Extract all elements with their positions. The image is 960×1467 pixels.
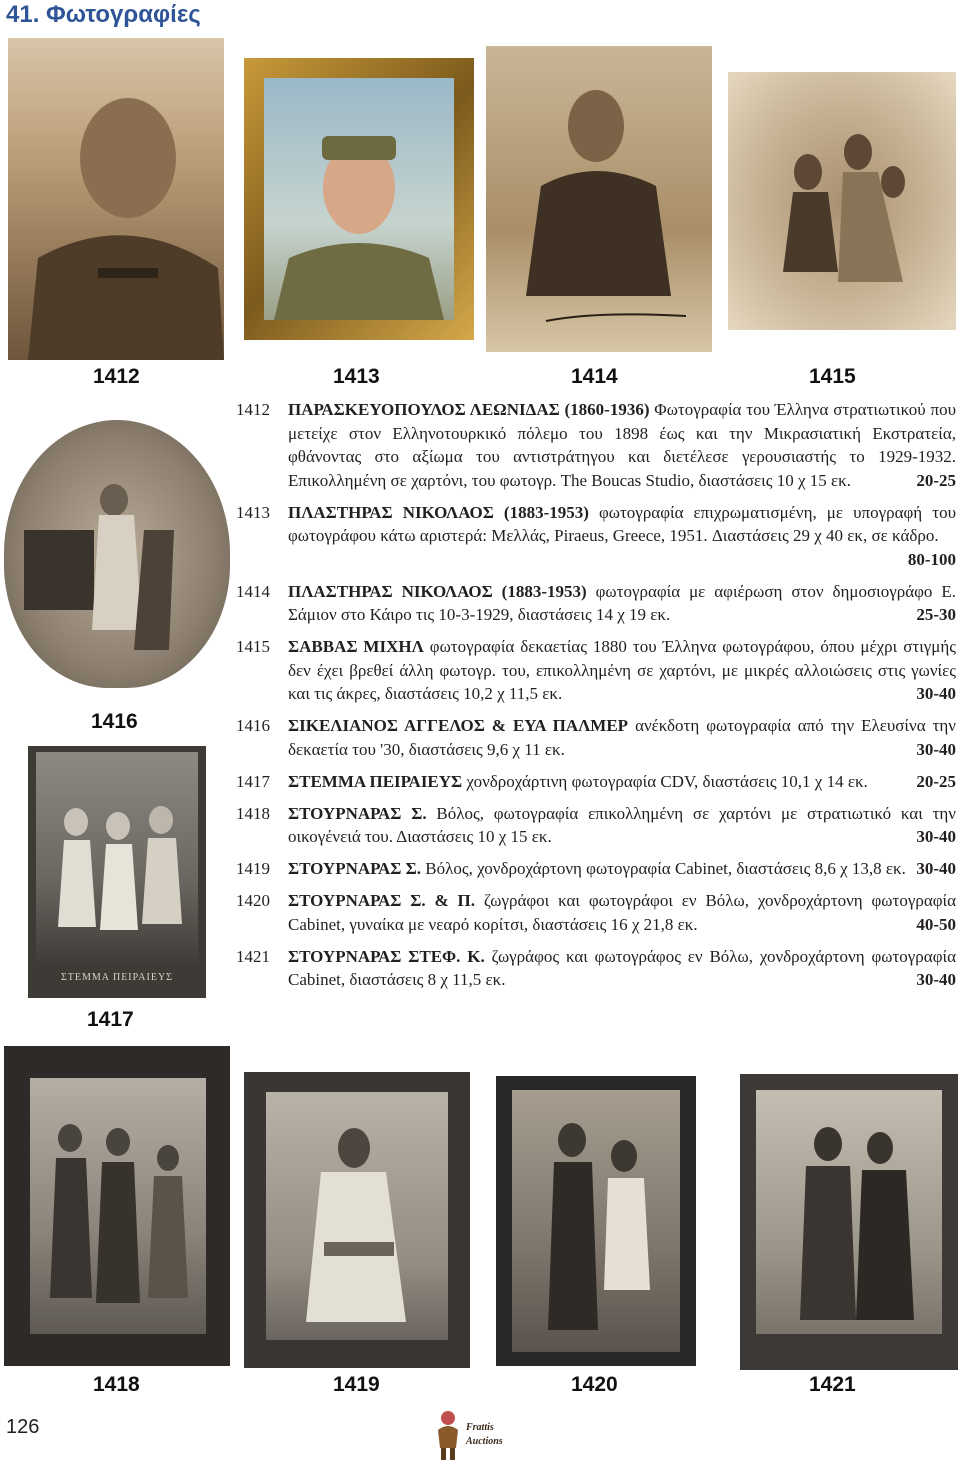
children-costume	[36, 752, 198, 964]
lot-title: ΠΛΑΣΤΗΡΑΣ ΝΙΚΟΛΑΟΣ (1883-1953)	[288, 581, 587, 601]
family-group	[30, 1078, 206, 1334]
lot-number: 1419	[236, 859, 270, 878]
lot-entry	[236, 857, 956, 881]
lot-title: ΣΑΒΒΑΣ ΜΙΧΗΛ	[288, 637, 424, 656]
lot-estimate: 80-100	[907, 549, 956, 569]
lot-description: φωτογραφία με αφιέρωση στον δημοσιογράφο Ε. Σάμιον στο Κάιρο τις 10-3-1929, διαστάσεις 14 χ 19 εκ.	[288, 581, 956, 624]
lot-description: φωτογραφία επιχρωματισμένη, με υπογραφή του φωτογράφου κάτω αριστερά: Μελλάς, Piraeus, Greece, 1951. Διαστάσεις 29 χ 40 εκ, σε κάδρο.	[288, 502, 956, 545]
lot-descriptions	[236, 398, 956, 1000]
lot-title: ΠΛΑΣΤΗΡΑΣ ΝΙΚΟΛΑΟΣ (1883-1953)	[288, 502, 589, 522]
colorized-portrait	[264, 78, 454, 320]
photo-1412	[8, 38, 224, 360]
lot-number: 1418	[236, 803, 270, 823]
lot-title: ΣΤΟΥΡΝΑΡΑΣ ΣΤΕΦ. Κ.	[288, 946, 485, 966]
photo-label-1420: 1420	[571, 1373, 618, 1396]
lot-number: 1412	[236, 400, 270, 419]
photo-1420	[496, 1076, 696, 1366]
lot-title: ΣΤΟΥΡΝΑΡΑΣ Σ. & Π.	[288, 891, 475, 910]
lot-entry	[236, 635, 956, 706]
lot-estimate: 20-25	[916, 771, 956, 791]
lot-description: χονδροχάρτινη φωτογραφία CDV, διαστάσεις 10,1 χ 14 εκ.	[466, 771, 868, 791]
photo-label-1415: 1415	[809, 365, 856, 388]
photo-1415	[728, 72, 956, 330]
lot-entry	[236, 501, 956, 572]
lot-entry	[236, 580, 956, 627]
page-number: 126	[6, 1416, 40, 1438]
logo-line2: Auctions	[466, 1436, 503, 1447]
seated-portrait	[486, 46, 712, 352]
photo-1417	[28, 746, 206, 998]
lot-description: Βόλος, χονδροχάρτονη φωτογραφία Cabinet, διαστάσεις 8,6 χ 13,8 εκ.	[425, 859, 906, 878]
lot-title: ΣΙΚΕΛΙΑΝΟΣ ΑΓΓΕΛΟΣ & ΕΥΑ ΠΑΛΜΕΡ	[288, 716, 629, 735]
photo-1416	[4, 420, 230, 688]
lot-number: 1416	[236, 716, 270, 735]
lot-estimate: 25-30	[916, 605, 956, 624]
lot-title: ΣΤΟΥΡΝΑΡΑΣ Σ.	[288, 803, 427, 823]
lot-estimate: 30-40	[916, 859, 956, 878]
photo-1421	[740, 1074, 958, 1370]
lot-number: 1417	[236, 771, 270, 791]
photographer-imprint: ΣΤΕΜΜΑ ΠΕΙΡΑΙΕΥΣ	[60, 972, 173, 983]
figure-logo-icon	[432, 1408, 466, 1462]
lot-number: 1414	[236, 581, 270, 601]
photo-label-1412: 1412	[93, 365, 140, 388]
lot-description: φωτογραφία δεκαετίας 1880 του Έλληνα φωτογράφου, όπου μέχρι στιγμής δεν έχει βρεθεί άλλη φωτογρ. του, επικολλημένη σε χαρτόνι, με μικρές αλλοιώσεις στις γωνίες και τις άκρες, διαστάσεις 10,2 χ 11,5 εκ.	[288, 637, 957, 703]
photo-label-1416: 1416	[91, 710, 138, 733]
lot-number: 1415	[236, 637, 270, 656]
lot-description: ζωγράφος και φωτογράφος εν Βόλω, χονδροχάρτονη φωτογραφία Cabinet, διαστάσεις 8 χ 11,5 εκ.	[288, 946, 956, 989]
photo-label-1417: 1417	[87, 1008, 134, 1031]
outdoor-scene	[4, 420, 230, 688]
lot-entry	[236, 802, 956, 849]
lot-title: ΣΤΟΥΡΝΑΡΑΣ Σ.	[288, 859, 422, 878]
photo-label-1413: 1413	[333, 365, 380, 388]
lot-number: 1413	[236, 502, 270, 522]
photo-label-1418: 1418	[93, 1373, 140, 1396]
woman-and-girl	[512, 1090, 680, 1352]
lot-description: Βόλος, φωτογραφία επικολλημένη σε χαρτόνι με στρατιωτικό και την οικογένειά του. Διαστάσεις 10 χ 15 εκ.	[288, 803, 956, 846]
lot-description: ζωγράφοι και φωτογράφοι εν Βόλω, χονδροχάρτονη φωτογραφία Cabinet, γυναίκα με νεαρό κορίτσι, διαστάσεις 16 χ 21,8 εκ.	[288, 891, 957, 934]
lot-entry	[236, 398, 956, 492]
photo-label-1421: 1421	[809, 1373, 856, 1396]
auction-house-logo	[432, 1408, 532, 1462]
photo-1414	[486, 46, 712, 352]
photo-label-1419: 1419	[333, 1373, 380, 1396]
seated-woman	[266, 1092, 448, 1340]
photo-1418	[4, 1046, 230, 1366]
photo-1413	[244, 58, 474, 340]
lot-estimate: 30-40	[916, 739, 956, 759]
photo-label-1414: 1414	[571, 365, 618, 388]
portrait-figure	[8, 38, 224, 360]
family-portrait	[728, 72, 956, 330]
lot-estimate: 20-25	[916, 470, 956, 490]
lot-entry	[236, 714, 956, 761]
lot-description: ανέκδοτη φωτογραφία από την Ελευσίνα την δεκαετία του '30, διαστάσεις 9,6 χ 11 εκ.	[288, 716, 956, 759]
lot-entry	[236, 770, 956, 794]
lot-estimate: 40-50	[916, 914, 956, 934]
lot-description: Φωτογραφία του Έλληνα στρατιωτικού που μετείχε στον Ελληνοτουρκικό πόλεμο του 1898 έως και την Μικρασιατική Εκστρατεία, φθάνοντας στο αξίωμα του αντιστράτηγου και διετέλεσε γερουσιαστής το 1929-1932. Επικολλημένη σε χαρτόνι, του φωτογρ. The Boucas Studio, διαστάσεις 10 χ 15 εκ.	[288, 400, 956, 490]
lot-number: 1420	[236, 891, 270, 910]
lot-number: 1421	[236, 946, 270, 966]
lot-entry	[236, 889, 956, 936]
lot-estimate: 30-40	[916, 970, 956, 989]
logo-line1: Frattis	[466, 1422, 494, 1433]
lot-title: ΠΑΡΑΣΚΕΥΟΠΟΥΛΟΣ ΛΕΩΝΙΔΑΣ (1860-1936)	[288, 400, 650, 419]
lot-estimate: 30-40	[916, 684, 956, 703]
page-title: 41. Φωτογραφίες	[6, 1, 201, 28]
lot-estimate: 30-40	[916, 827, 956, 846]
photo-1419	[244, 1072, 470, 1368]
lot-entry	[236, 945, 956, 992]
couple-portrait	[756, 1090, 942, 1334]
lot-title: ΣΤΕΜΜΑ ΠΕΙΡΑΙΕΥΣ	[288, 771, 463, 791]
